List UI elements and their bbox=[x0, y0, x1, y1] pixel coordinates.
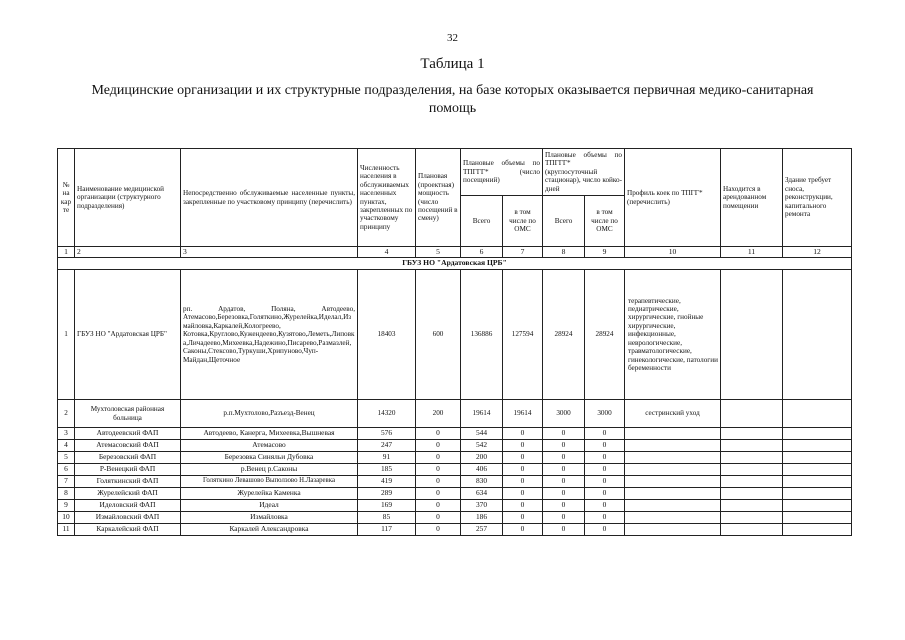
row-number: 7 bbox=[58, 476, 75, 488]
visits-total: 186 bbox=[461, 512, 503, 524]
visits-oms: 0 bbox=[503, 512, 543, 524]
building-state bbox=[783, 476, 852, 488]
facilities-table bbox=[57, 148, 852, 536]
page-number: 32 bbox=[447, 32, 458, 44]
served-places: р.Венец р.Саконы bbox=[181, 464, 358, 476]
column-number: 6 bbox=[461, 247, 503, 258]
header-visits: Плановые объемы по ТПГГГ* (число посещений) bbox=[461, 149, 543, 196]
bed-profile bbox=[625, 500, 721, 512]
building-state bbox=[783, 428, 852, 440]
visits-oms: 0 bbox=[503, 452, 543, 464]
organization-row bbox=[58, 258, 852, 270]
visits-oms: 19614 bbox=[503, 400, 543, 428]
table-row bbox=[58, 476, 852, 488]
visits-total: 542 bbox=[461, 440, 503, 452]
bed-days-oms: 0 bbox=[585, 428, 625, 440]
population: 289 bbox=[358, 488, 416, 500]
building-state bbox=[783, 400, 852, 428]
facility-name: ГБУЗ НО "Ардатовская ЦРБ" bbox=[75, 270, 181, 400]
bed-profile bbox=[625, 428, 721, 440]
served-places: рп. Ардатов, Поляна, Автодеево, Атемасово,Березовка,Голяткино,Журелейка,Иделал,Измайловка,Каркалей,Кологреево, Котовка,Круглово,Кужендеево,Кузятово,Леметь,Липовка,Личадеево,Михеевка,Надежино,Писарево,Размазлей,Саконы,Стексово,Туркуши,Хрипуново,Чуп-Майдан,Щеточное bbox=[181, 270, 358, 400]
capacity: 0 bbox=[416, 440, 461, 452]
header-population: Численность населения в обслуживаемых населенных пунктах, закрепленных по участковому принципу bbox=[358, 149, 416, 247]
column-number: 5 bbox=[416, 247, 461, 258]
visits-total: 257 bbox=[461, 524, 503, 536]
bed-days-total: 28924 bbox=[543, 270, 585, 400]
column-number: 10 bbox=[625, 247, 721, 258]
rented bbox=[721, 464, 783, 476]
bed-days-total: 0 bbox=[543, 452, 585, 464]
facility-name: Журелейский ФАП bbox=[75, 488, 181, 500]
row-number: 2 bbox=[58, 400, 75, 428]
bed-days-total: 0 bbox=[543, 512, 585, 524]
header-places: Непосредственно обслуживаемые населенные пункты, закрепленные по участковому принципу (перечислить) bbox=[181, 149, 358, 247]
population: 14320 bbox=[358, 400, 416, 428]
bed-profile bbox=[625, 464, 721, 476]
column-number: 7 bbox=[503, 247, 543, 258]
served-places: Автодеево, Канерга, Михеевка,Вышневая bbox=[181, 428, 358, 440]
row-number: 9 bbox=[58, 500, 75, 512]
capacity: 200 bbox=[416, 400, 461, 428]
visits-total: 830 bbox=[461, 476, 503, 488]
visits-total: 200 bbox=[461, 452, 503, 464]
column-number: 4 bbox=[358, 247, 416, 258]
table-row bbox=[58, 270, 852, 400]
visits-oms: 0 bbox=[503, 488, 543, 500]
visits-total: 19614 bbox=[461, 400, 503, 428]
bed-profile bbox=[625, 524, 721, 536]
population: 117 bbox=[358, 524, 416, 536]
header-capacity: Плановая (проектная) мощность (число посещений в смену) bbox=[416, 149, 461, 247]
rented bbox=[721, 476, 783, 488]
population: 576 bbox=[358, 428, 416, 440]
rented bbox=[721, 500, 783, 512]
bed-profile bbox=[625, 476, 721, 488]
header-bed-profile: Профиль коек по ТПГГ* (перечислить) bbox=[625, 149, 721, 247]
row-number: 10 bbox=[58, 512, 75, 524]
building-state bbox=[783, 464, 852, 476]
facility-name: Измайловский ФАП bbox=[75, 512, 181, 524]
table-row bbox=[58, 512, 852, 524]
header-row bbox=[58, 149, 852, 196]
served-places: Атемасово bbox=[181, 440, 358, 452]
bed-days-total: 0 bbox=[543, 440, 585, 452]
visits-oms: 0 bbox=[503, 500, 543, 512]
bed-days-oms: 0 bbox=[585, 488, 625, 500]
served-places: р.п.Мухтолово,Разъезд-Венец bbox=[181, 400, 358, 428]
served-places: Идеал bbox=[181, 500, 358, 512]
bed-profile bbox=[625, 488, 721, 500]
building-state bbox=[783, 440, 852, 452]
table-row bbox=[58, 452, 852, 464]
capacity: 0 bbox=[416, 500, 461, 512]
rented bbox=[721, 440, 783, 452]
visits-total: 406 bbox=[461, 464, 503, 476]
table-row bbox=[58, 500, 852, 512]
bed-profile bbox=[625, 512, 721, 524]
served-places: Измайловка bbox=[181, 512, 358, 524]
subheader-beds-total: Всего bbox=[543, 196, 585, 247]
building-state bbox=[783, 452, 852, 464]
rented bbox=[721, 512, 783, 524]
rented bbox=[721, 452, 783, 464]
column-numbers-row bbox=[58, 247, 852, 258]
row-number: 1 bbox=[58, 270, 75, 400]
facility-name: Иделовский ФАП bbox=[75, 500, 181, 512]
bed-days-oms: 0 bbox=[585, 464, 625, 476]
header-name: Наименование медицинской организации (структурного подразделения) bbox=[75, 149, 181, 247]
served-places: Березовка Синяльи Дубовка bbox=[181, 452, 358, 464]
row-number: 3 bbox=[58, 428, 75, 440]
population: 169 bbox=[358, 500, 416, 512]
served-places: Голяткино Левашово Выползово Н.Лазаревка bbox=[181, 476, 358, 488]
visits-oms: 0 bbox=[503, 428, 543, 440]
column-number: 1 bbox=[58, 247, 75, 258]
bed-days-oms: 0 bbox=[585, 524, 625, 536]
rented bbox=[721, 270, 783, 400]
population: 185 bbox=[358, 464, 416, 476]
capacity: 0 bbox=[416, 488, 461, 500]
capacity: 0 bbox=[416, 464, 461, 476]
table-row bbox=[58, 524, 852, 536]
table-row bbox=[58, 440, 852, 452]
row-number: 6 bbox=[58, 464, 75, 476]
building-state bbox=[783, 512, 852, 524]
bed-days-oms: 0 bbox=[585, 512, 625, 524]
bed-profile bbox=[625, 440, 721, 452]
bed-days-oms: 3000 bbox=[585, 400, 625, 428]
building-state bbox=[783, 500, 852, 512]
visits-total: 136886 bbox=[461, 270, 503, 400]
row-number: 4 bbox=[58, 440, 75, 452]
header-building: Здание требует сноса, реконструкции, капитального ремонта bbox=[783, 149, 852, 247]
column-number: 12 bbox=[783, 247, 852, 258]
capacity: 0 bbox=[416, 512, 461, 524]
bed-days-oms: 0 bbox=[585, 500, 625, 512]
bed-days-total: 0 bbox=[543, 428, 585, 440]
facility-name: Березовский ФАП bbox=[75, 452, 181, 464]
subheader-beds-oms: в том числе по ОМС bbox=[585, 196, 625, 247]
bed-days-total: 3000 bbox=[543, 400, 585, 428]
visits-total: 544 bbox=[461, 428, 503, 440]
table-row bbox=[58, 428, 852, 440]
facility-name: Голяткинский ФАП bbox=[75, 476, 181, 488]
facility-name: Р-Венецкий ФАП bbox=[75, 464, 181, 476]
rented bbox=[721, 488, 783, 500]
bed-profile bbox=[625, 452, 721, 464]
bed-profile: терапевтические, педиатрические, хирургические, гнойные хирургические, инфекционные, неврологические, травматологические, гинекологические, патологии беременности bbox=[625, 270, 721, 400]
capacity: 0 bbox=[416, 524, 461, 536]
visits-oms: 0 bbox=[503, 524, 543, 536]
table-title: Таблица 1 bbox=[420, 56, 485, 72]
bed-days-oms: 0 bbox=[585, 476, 625, 488]
visits-total: 370 bbox=[461, 500, 503, 512]
table-row bbox=[58, 464, 852, 476]
facility-name: Мухтоловская районная больница bbox=[75, 400, 181, 428]
column-number: 8 bbox=[543, 247, 585, 258]
bed-days-total: 0 bbox=[543, 500, 585, 512]
organization-title: ГБУЗ НО "Ардатовская ЦРБ" bbox=[58, 258, 852, 270]
building-state bbox=[783, 488, 852, 500]
bed-days-oms: 0 bbox=[585, 440, 625, 452]
population: 85 bbox=[358, 512, 416, 524]
subheader-visits-oms: в том числе по ОМС bbox=[503, 196, 543, 247]
subheader-visits-total: Всего bbox=[461, 196, 503, 247]
column-number: 3 bbox=[181, 247, 358, 258]
bed-days-total: 0 bbox=[543, 464, 585, 476]
visits-oms: 0 bbox=[503, 476, 543, 488]
row-number: 5 bbox=[58, 452, 75, 464]
visits-total: 634 bbox=[461, 488, 503, 500]
row-number: 11 bbox=[58, 524, 75, 536]
bed-days-total: 0 bbox=[543, 488, 585, 500]
column-number: 2 bbox=[75, 247, 181, 258]
header-number: № на кар те bbox=[58, 149, 75, 247]
population: 18403 bbox=[358, 270, 416, 400]
rented bbox=[721, 428, 783, 440]
row-number: 8 bbox=[58, 488, 75, 500]
table-row bbox=[58, 400, 852, 428]
facility-name: Атемасовский ФАП bbox=[75, 440, 181, 452]
table-caption: Медицинские организации и их структурные подразделения, на базе которых оказывается первичная медико-санитарная помощь bbox=[91, 83, 814, 116]
building-state bbox=[783, 524, 852, 536]
facility-name: Каркалейский ФАП bbox=[75, 524, 181, 536]
visits-oms: 0 bbox=[503, 440, 543, 452]
header-bed-days: Плановые объемы по ТПГГГ* (круглосуточный стационар), число койко-дней bbox=[543, 149, 625, 196]
capacity: 600 bbox=[416, 270, 461, 400]
served-places: Каркалей Александровка bbox=[181, 524, 358, 536]
rented bbox=[721, 400, 783, 428]
header-rented: Находится в арендованном помещении bbox=[721, 149, 783, 247]
population: 247 bbox=[358, 440, 416, 452]
population: 91 bbox=[358, 452, 416, 464]
population: 419 bbox=[358, 476, 416, 488]
bed-days-total: 0 bbox=[543, 476, 585, 488]
bed-profile: сестринский уход bbox=[625, 400, 721, 428]
facility-name: Автодеевский ФАП bbox=[75, 428, 181, 440]
served-places: Журелейка Каменка bbox=[181, 488, 358, 500]
visits-oms: 127594 bbox=[503, 270, 543, 400]
capacity: 0 bbox=[416, 476, 461, 488]
bed-days-oms: 28924 bbox=[585, 270, 625, 400]
column-number: 11 bbox=[721, 247, 783, 258]
bed-days-oms: 0 bbox=[585, 452, 625, 464]
visits-oms: 0 bbox=[503, 464, 543, 476]
column-number: 9 bbox=[585, 247, 625, 258]
building-state bbox=[783, 270, 852, 400]
rented bbox=[721, 524, 783, 536]
table-row bbox=[58, 488, 852, 500]
capacity: 0 bbox=[416, 452, 461, 464]
bed-days-total: 0 bbox=[543, 524, 585, 536]
capacity: 0 bbox=[416, 428, 461, 440]
